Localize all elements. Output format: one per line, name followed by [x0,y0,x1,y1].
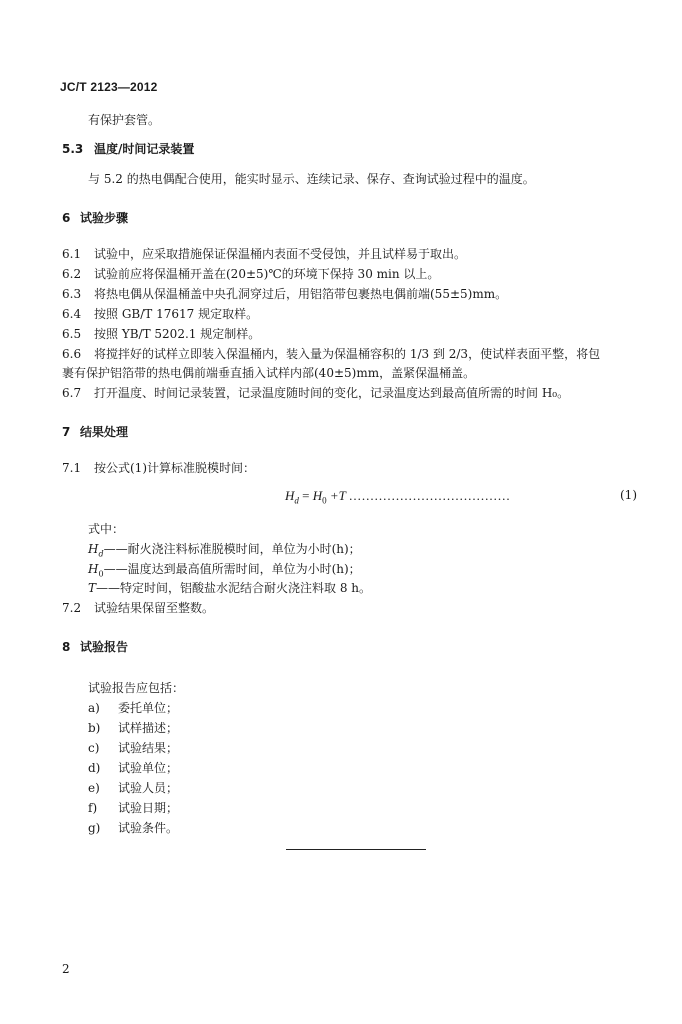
formula-subscript: d [294,495,299,506]
item-number: 7.2 [62,601,82,615]
def-symbol: T [88,581,97,595]
item-text: 试验结果保留至整数。 [94,601,215,615]
item-text: 将搅拌好的试样立即装入保温桶内，装入量为保温桶容积的 1/3 到 2/3，使试样表面平整，将包 [94,347,601,361]
section-title: 试验报告 [80,640,129,654]
list-item-6-6 [62,346,600,362]
formula-symbol: H [312,488,323,503]
def-subscript: 0 [98,569,104,579]
item-label: a) [88,701,100,715]
report-item-d [88,760,178,776]
item-text: 试样描述； [118,721,179,735]
list-item-6-5 [62,326,260,342]
item-text: 按照 GB/T 17617 规定取样。 [94,307,259,321]
item-text: 试验条件。 [118,821,179,835]
formula-1 [285,488,511,506]
document-code: JC/T 2123—2012 [60,80,158,94]
item-label: e) [88,781,100,795]
item-text: 试验日期； [118,801,179,815]
equation-number: (1) [620,488,637,502]
definition-t [88,580,371,596]
item-number: 6.3 [62,287,82,301]
list-item-6-6-continued [62,365,475,381]
section-7-2 [62,600,214,616]
def-text: ——温度达到最高值所需时间，单位为小时(h)； [103,562,361,576]
item-text: 试验结果； [118,741,179,755]
item-text: 将热电偶从保温桶盖中央孔洞穿过后，用铝箔带包裹热电偶前端(55±5)mm。 [94,287,508,301]
item-number: 6.5 [62,327,82,341]
section-number: 5.3 [62,142,84,156]
list-item-6-7 [62,385,569,401]
section-5-3-heading [62,141,194,157]
formula-term: +T [326,488,346,503]
list-item-6-1 [62,246,466,262]
list-item-6-3 [62,286,507,302]
list-item-6-4 [62,306,258,322]
section-title: 温度/时间记录装置 [94,142,195,156]
where-label: 式中： [88,522,125,536]
item-text: 试验中，应采取措施保证保温桶内表面不受侵蚀，并且试样易于取出。 [94,247,467,261]
item-number: 6.1 [62,247,82,261]
report-item-a [88,700,178,716]
formula-subscript: 0 [322,495,327,506]
section-8-heading [62,639,128,655]
item-number: 6.6 [62,347,82,361]
item-number: 7.1 [62,461,82,475]
item-text: 裹有保护铝箔带的热电偶前端垂直插入试样内部(40±5)mm，盖紧保温桶盖。 [62,366,476,380]
section-6-heading [62,210,128,226]
formula-leader-dots: ...................................... [349,488,511,503]
report-item-f [88,800,178,816]
end-rule [286,849,426,850]
def-symbol: H [88,542,99,556]
report-item-g [88,820,178,836]
item-text: 按照 YB/T 5202.1 规定制样。 [94,327,261,341]
section-5-3-text: 与 5.2 的热电偶配合使用，能实时显示、连续记录、保存、查询试验过程中的温度。 [88,172,535,186]
list-item-6-2 [62,266,439,282]
section-title: 试验步骤 [80,211,129,225]
item-text: 试验单位； [118,761,179,775]
report-item-c [88,740,178,756]
def-text: ——特定时间，铝酸盐水泥结合耐火浇注料取 8 h。 [96,581,372,595]
item-label: f) [88,801,98,815]
section-number: 7 [62,425,71,439]
report-item-b [88,720,178,736]
item-number: 6.2 [62,267,82,281]
item-number: 6.7 [62,386,82,400]
item-text: 试验人员； [118,781,179,795]
report-intro: 试验报告应包括： [88,681,185,695]
item-text: 试验前应将保温桶开盖在(20±5)℃的环境下保持 30 min 以上。 [94,267,440,281]
def-symbol: H [88,562,99,576]
formula-equals: = [298,488,313,503]
paragraph-continuation: 有保护套管。 [88,113,161,127]
section-7-heading [62,424,128,440]
report-item-e [88,780,178,796]
def-text: ——耐火浇注料标准脱模时间，单位为小时(h)； [103,542,361,556]
item-number: 6.4 [62,307,82,321]
item-label: g) [88,821,101,835]
item-label: c) [88,741,100,755]
item-text: 委托单位； [118,701,179,715]
section-7-1 [62,460,255,476]
item-text: 按公式(1)计算标准脱模时间： [94,461,255,475]
page-number: 2 [62,962,70,976]
definition-hd [88,541,361,562]
section-number: 6 [62,211,71,225]
formula-symbol: H [285,488,295,503]
item-label: d) [88,761,101,775]
section-number: 8 [62,640,71,654]
section-title: 结果处理 [80,425,129,439]
item-text: 打开温度、时间记录装置，记录温度随时间的变化，记录温度达到最高值所需的时间 H₀。 [94,386,570,400]
def-subscript: d [98,549,104,559]
item-label: b) [88,721,101,735]
